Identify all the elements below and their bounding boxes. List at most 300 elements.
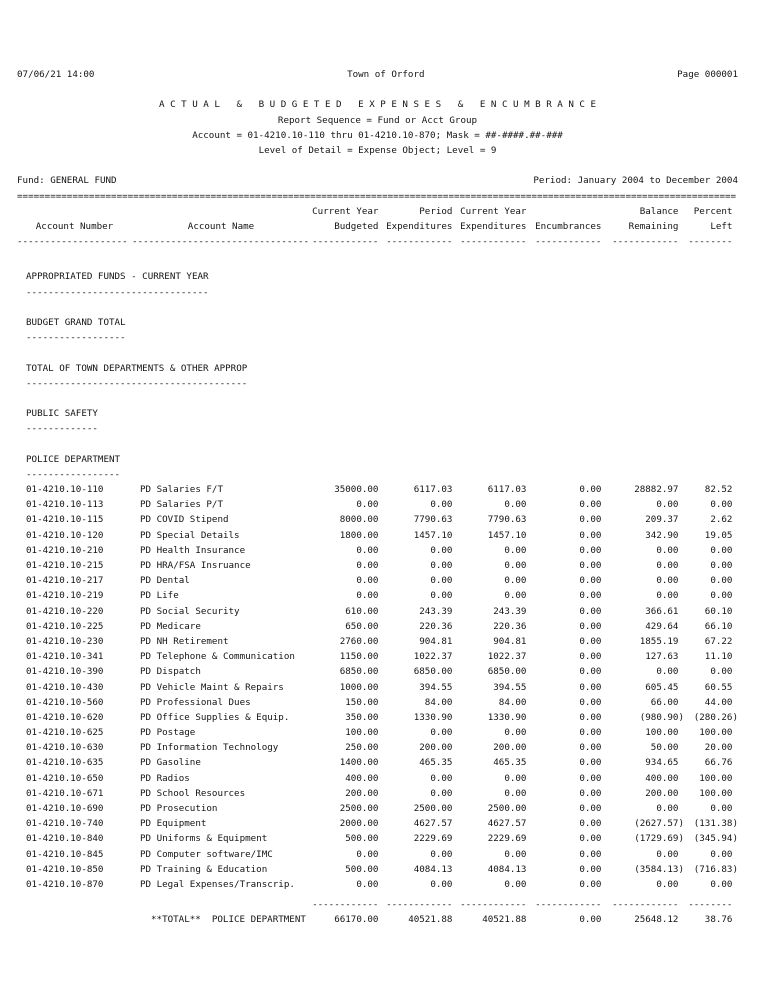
column-underline: ------------ [612,236,684,248]
account-name-cell: PD Information Technology [140,742,279,754]
account-name-cell: PD COVID Stipend [140,514,229,526]
current-year-expenditures-cell: 0.00 [504,575,532,587]
encumbrances-cell: 0.00 [579,590,607,602]
encumbrances-cell: 0.00 [579,560,607,571]
percent-left-cell: 19.05 [704,529,738,541]
budgeted-cell: 35000.00 [334,484,384,496]
current-year-expenditures-cell: 0.00 [504,499,532,511]
period-expenditures-cell: 243.39 [419,605,458,617]
account-number-cell: 01-4210.10-390 [26,666,104,678]
total-period-expenditures-cell: 40521.88 [408,914,458,926]
account-number-cell: 01-4210.10-217 [26,575,104,587]
period-expenditures-cell: 0.00 [430,590,458,602]
account-name-cell: PD Equipment [140,818,207,830]
period-expenditures-cell: 0.00 [430,878,458,890]
account-name-cell: PD Life [140,590,179,602]
balance-remaining-cell: 934.65 [645,757,684,769]
encumbrances-header: Encumbrances [535,220,607,232]
account-number-cell: 01-4210.10-630 [26,742,104,754]
period-expenditures-cell: 394.55 [419,681,458,693]
period-expenditures-cell: 6850.00 [413,666,458,678]
period-expenditures-cell: 0.00 [430,772,458,784]
current-year-expenditures-cell: 2229.69 [487,833,532,845]
current-year-expenditures-cell: 0.00 [504,590,532,602]
account-name-cell: PD Computer software/IMC [140,848,273,860]
percent-left-cell: 20.00 [704,742,738,754]
account-number-cell: 01-4210.10-110 [26,484,104,496]
section-underline-text: ------------- [26,423,98,435]
section-title-text: TOTAL OF TOWN DEPARTMENTS & OTHER APPROP [26,362,248,374]
column-underline: ------------ [535,236,607,248]
table-row [17,862,738,877]
total-separator-dashes: ------------ [386,899,458,911]
period-expenditures-header: Expenditures [386,220,458,232]
balance-remaining-cell: 127.63 [645,651,684,663]
account-name-cell: PD Social Security [140,605,240,617]
period-expenditures-cell: 7790.63 [413,514,458,526]
report-content [17,0,738,928]
current-year-expenditures-cell: 220.36 [493,620,532,632]
current-year-expenditures-cell: 0.00 [504,560,532,571]
current-year-expenditures-cell: 1330.90 [487,711,532,723]
table-row [17,877,738,892]
percent-left-cell: 0.00 [710,848,738,860]
section-title [17,269,738,284]
account-name-cell: PD Professional Dues [140,696,251,708]
budgeted-cell: 0.00 [356,575,384,587]
table-header-line1 [17,204,738,219]
balance-remaining-cell: (3584.13) [634,863,684,875]
current-year-expenditures-cell: 0.00 [504,772,532,784]
encumbrances-cell: 0.00 [579,499,607,511]
period-expenditures-cell: 465.35 [419,757,458,769]
table-row [17,588,738,603]
current-year-expenditures-cell: 84.00 [498,696,532,708]
period-expenditures-cell: 904.81 [419,635,458,647]
section-underline [17,330,738,345]
current-year-expenditures-cell: 465.35 [493,757,532,769]
report-title: A C T U A L & B U D G E T E D E X P E N S E S & E N C U M B R A N C E [159,99,596,111]
percent-left-cell: 0.00 [710,666,738,678]
current-year-expenditures-cell: 0.00 [504,727,532,739]
balance-remaining-cell: 0.00 [656,878,684,890]
total-separator-dashes: ------------ [535,899,607,911]
total-encumbrances-cell: 0.00 [579,914,607,926]
current-year-expenditures-cell: 1457.10 [487,529,532,541]
section-title-text: APPROPRIATED FUNDS - CURRENT YEAR [26,271,209,283]
account-number-cell: 01-4210.10-635 [26,757,104,769]
report-datetime: 07/06/21 14:00 [17,69,95,80]
current-year-expenditures-cell: 6117.03 [487,484,532,496]
total-separator-spacer [17,897,132,912]
current-year-expenditures-header: Current Year [460,205,532,217]
percent-left-cell: 0.00 [710,590,738,602]
period-expenditures-cell: 1022.37 [413,651,458,663]
budgeted-cell: 2500.00 [339,803,384,814]
period-expenditures-cell: 6117.03 [413,484,458,496]
period-expenditures-cell: 0.00 [430,544,458,556]
account-number-cell: 01-4210.10-215 [26,560,104,571]
account-name-underline: -------------------------------- [132,236,310,248]
budgeted-cell: 1400.00 [339,757,384,769]
percent-left-cell: 0.00 [710,544,738,556]
total-account-spacer [17,912,132,927]
period-expenditures-cell: 4084.13 [413,863,458,875]
balance-remaining-cell: 605.45 [645,681,684,693]
encumbrances-cell: 0.00 [579,529,607,541]
current-year-expenditures-cell: 243.39 [493,605,532,617]
current-year-expenditures-cell: 2500.00 [487,803,532,814]
table-row [17,634,738,649]
section-title [17,315,738,330]
balance-remaining-cell: 0.00 [656,803,684,814]
budgeted-cell: 0.00 [356,499,384,511]
encumbrances-cell: 0.00 [579,878,607,890]
encumbrances-cell: 0.00 [579,772,607,784]
budgeted-cell: 1800.00 [339,529,384,541]
table-row [17,604,738,619]
budgeted-cell: 1150.00 [339,651,384,663]
account-number-cell: 01-4210.10-219 [26,590,104,602]
encumbrances-cell: 0.00 [579,544,607,556]
total-separator-dashes: -------- [688,899,738,911]
period-expenditures-cell: 2229.69 [413,833,458,845]
balance-remaining-header: Balance [639,205,684,217]
percent-left-cell: 0.00 [710,878,738,890]
encumbrances-cell: 0.00 [579,833,607,845]
encumbrances-cell: 0.00 [579,666,607,678]
budgeted-header: Current Year [312,205,384,217]
period-expenditures-cell: 200.00 [419,742,458,754]
table-row [17,831,738,846]
balance-remaining-cell: 28882.97 [634,484,684,496]
account-name-cell: PD Radios [140,772,190,784]
table-header-line2 [17,219,738,234]
account-number-cell: 01-4210.10-430 [26,681,104,693]
total-separator-dashes: ------------ [460,899,532,911]
period-expenditures-cell: 1330.90 [413,711,458,723]
current-year-expenditures-cell: 0.00 [504,787,532,799]
account-number-cell: 01-4210.10-850 [26,863,104,875]
table-row [17,680,738,695]
percent-left-cell: 82.52 [704,484,738,496]
current-year-expenditures-cell: 0.00 [504,878,532,890]
encumbrances-cell: 0.00 [579,514,607,526]
section-underline-text: ----------------- [26,468,121,480]
account-name-cell: PD Vehicle Maint & Repairs [140,681,284,693]
percent-left-cell: 100.00 [699,772,738,784]
balance-remaining-cell: 0.00 [656,575,684,587]
current-year-expenditures-cell: 904.81 [493,635,532,647]
fund-label: Fund: GENERAL FUND [17,175,117,187]
account-name-cell: PD Legal Expenses/Transcrip. [140,878,295,890]
period-expenditures-cell: 4627.57 [413,818,458,830]
account-number-cell: 01-4210.10-230 [26,635,104,647]
account-number-header-spacer [17,204,132,219]
balance-remaining-cell: 400.00 [645,772,684,784]
account-number-cell: 01-4210.10-341 [26,651,104,663]
period-expenditures-cell: 0.00 [430,560,458,571]
column-underline: ------------ [386,236,458,248]
percent-left-cell: 11.10 [704,651,738,663]
period-label: Period: January 2004 to December 2004 [533,175,738,187]
spacer [17,158,738,173]
account-number-cell: 01-4210.10-115 [26,514,104,526]
encumbrances-cell: 0.00 [579,787,607,799]
table-row [17,512,738,527]
percent-left-header: Percent [693,205,738,217]
account-number-cell: 01-4210.10-840 [26,833,104,845]
percent-left-cell: 66.10 [704,620,738,632]
report-table [17,204,738,928]
budgeted-cell: 0.00 [356,848,384,860]
table-row [17,816,738,831]
budgeted-cell: 1000.00 [339,681,384,693]
encumbrances-cell: 0.00 [579,848,607,860]
encumbrances-cell: 0.00 [579,696,607,708]
encumbrances-header [532,204,607,219]
table-row [17,725,738,740]
spacer [17,249,738,264]
budgeted-header: Budgeted [334,220,384,232]
column-underline: -------- [688,236,738,248]
section-title [17,361,738,376]
percent-left-header: Left [710,220,738,232]
account-number-underline: -------------------- [17,236,128,248]
balance-remaining-cell: 1855.19 [639,635,684,647]
current-year-expenditures-cell: 0.00 [504,848,532,860]
account-name-cell: PD Gasoline [140,757,201,769]
account-number-cell: 01-4210.10-220 [26,605,104,617]
balance-remaining-cell: 100.00 [645,727,684,739]
current-year-expenditures-cell: 394.55 [493,681,532,693]
budgeted-cell: 6850.00 [339,666,384,678]
period-expenditures-cell: 84.00 [424,696,458,708]
budgeted-cell: 0.00 [356,544,384,556]
encumbrances-cell: 0.00 [579,681,607,693]
report-meta-level: Level of Detail = Expense Object; Level = 9 [258,144,497,156]
balance-remaining-cell: 0.00 [656,544,684,556]
current-year-expenditures-cell: 4084.13 [487,863,532,875]
spacer [17,391,738,406]
percent-left-cell: (131.38) [693,818,738,830]
table-row [17,664,738,679]
section-title-text: BUDGET GRAND TOTAL [26,317,126,328]
percent-left-cell: 0.00 [710,499,738,511]
account-number-cell: 01-4210.10-560 [26,696,104,708]
period-expenditures-header: Period [419,205,458,217]
budgeted-cell: 400.00 [345,772,384,784]
budgeted-cell: 150.00 [345,696,384,708]
current-year-expenditures-cell: 6850.00 [487,666,532,678]
budgeted-cell: 610.00 [345,605,384,617]
budgeted-cell: 250.00 [345,742,384,754]
account-name-cell: PD NH Retirement [140,635,229,647]
balance-remaining-cell: 0.00 [656,666,684,678]
table-row [17,695,738,710]
table-row [17,497,738,512]
section-underline [17,285,738,300]
period-expenditures-cell: 0.00 [430,575,458,587]
total-separator-dashes: ------------ [612,899,684,911]
account-number-cell: 01-4210.10-650 [26,772,104,784]
column-underline: ------------ [460,236,532,248]
account-name-cell: PD Salaries P/T [140,499,223,511]
table-row [17,573,738,588]
percent-left-cell: (345.94) [693,833,738,845]
budgeted-cell: 2000.00 [339,818,384,830]
balance-remaining-cell: (1729.69) [634,833,684,845]
encumbrances-cell: 0.00 [579,575,607,587]
section-underline-text: ---------------------------------------- [26,377,248,389]
current-year-expenditures-cell: 0.00 [504,544,532,556]
period-expenditures-cell: 0.00 [430,787,458,799]
section-underline [17,376,738,391]
percent-left-cell: 44.00 [704,696,738,708]
current-year-expenditures-cell: 7790.63 [487,514,532,526]
total-separator [17,897,738,912]
report-meta-account-mask: Account = 01-4210.10-110 thru 01-4210.10-870; Mask = ##-####.##-### [192,129,563,141]
percent-left-cell: (716.83) [693,863,738,875]
balance-remaining-cell: (2627.57) [634,818,684,830]
account-name-cell: PD School Resources [140,787,246,799]
table-row [17,528,738,543]
budgeted-cell: 200.00 [345,787,384,799]
balance-remaining-cell: 0.00 [656,560,684,571]
table-row [17,847,738,862]
encumbrances-cell: 0.00 [579,863,607,875]
encumbrances-cell: 0.00 [579,727,607,739]
table-total-row [17,912,738,927]
budgeted-cell: 2760.00 [339,635,384,647]
encumbrances-cell: 0.00 [579,635,607,647]
encumbrances-cell: 0.00 [579,742,607,754]
budgeted-cell: 350.00 [345,711,384,723]
balance-remaining-cell: 429.64 [645,620,684,632]
budgeted-cell: 650.00 [345,620,384,632]
table-row [17,801,738,816]
table-row [17,649,738,664]
table-row [17,543,738,558]
balance-remaining-cell: 200.00 [645,787,684,799]
budgeted-cell: 100.00 [345,727,384,739]
account-name-cell: PD Prosecution [140,803,218,814]
account-number-cell: 01-4210.10-845 [26,848,104,860]
account-name-header: Account Name [187,220,255,232]
account-name-cell: PD Medicare [140,620,201,632]
encumbrances-cell: 0.00 [579,757,607,769]
table-row [17,755,738,770]
account-number-cell: 01-4210.10-690 [26,803,104,814]
table-row [17,558,738,573]
encumbrances-cell: 0.00 [579,484,607,496]
percent-left-cell: 100.00 [699,727,738,739]
percent-left-cell: 0.00 [710,803,738,814]
balance-remaining-cell: 0.00 [656,499,684,511]
spacer [17,300,738,315]
period-expenditures-cell: 0.00 [430,499,458,511]
table-row [17,710,738,725]
account-name-cell: PD Uniforms & Equipment [140,833,268,845]
account-number-cell: 01-4210.10-225 [26,620,104,632]
period-expenditures-cell: 2500.00 [413,803,458,814]
account-number-cell: 01-4210.10-671 [26,787,104,799]
period-expenditures-cell: 220.36 [419,620,458,632]
table-row [17,786,738,801]
total-label: **TOTAL** POLICE DEPARTMENT [151,914,306,926]
section-underline-text: ------------------ [26,332,126,344]
percent-left-cell: 67.22 [704,635,738,647]
double-rule: ================================================================================================================================== [17,190,737,202]
account-name-cell: PD HRA/FSA Insruance [140,560,251,571]
period-expenditures-cell: 0.00 [430,727,458,739]
percent-left-cell: 0.00 [710,575,738,587]
account-name-cell: PD Dental [140,575,190,587]
total-budgeted-cell: 66170.00 [334,914,384,926]
percent-left-cell: 0.00 [710,560,738,571]
percent-left-cell: (280.26) [693,711,738,723]
account-name-cell: PD Training & Education [140,863,268,875]
report-town-title: Town of Orford [347,69,425,80]
spacer [17,345,738,360]
current-year-expenditures-cell: 4627.57 [487,818,532,830]
spacer [17,437,738,452]
budgeted-cell: 500.00 [345,833,384,845]
balance-remaining-cell: 50.00 [650,742,684,754]
balance-remaining-cell: 66.00 [650,696,684,708]
total-percent-left-cell: 38.76 [704,914,738,926]
balance-remaining-cell: 366.61 [645,605,684,617]
budgeted-cell: 8000.00 [339,514,384,526]
encumbrances-cell: 0.00 [579,651,607,663]
period-expenditures-cell: 1457.10 [413,529,458,541]
encumbrances-cell: 0.00 [579,803,607,814]
fund-period-line [17,173,738,188]
encumbrances-cell: 0.00 [579,620,607,632]
account-name-header-spacer [132,204,310,219]
section-title [17,406,738,421]
account-name-cell: PD Health Insurance [140,544,246,556]
table-row [17,619,738,634]
report-meta-sequence: Report Sequence = Fund or Acct Group [277,114,478,126]
account-number-cell: 01-4210.10-113 [26,499,104,511]
section-title [17,452,738,467]
budgeted-cell: 0.00 [356,878,384,890]
account-number-cell: 01-4210.10-870 [26,878,104,890]
table-row [17,771,738,786]
balance-remaining-cell: 342.90 [645,529,684,541]
account-number-header: Account Number [35,220,114,232]
balance-remaining-cell: (980.90) [639,711,684,723]
table-row [17,740,738,755]
encumbrances-cell: 0.00 [579,818,607,830]
section-title-text: PUBLIC SAFETY [26,408,98,420]
column-underline: ------------ [312,236,384,248]
section-title-text: POLICE DEPARTMENT [26,453,121,465]
percent-left-cell: 100.00 [699,787,738,799]
account-name-cell: PD Salaries F/T [140,484,223,496]
percent-left-cell: 60.10 [704,605,738,617]
percent-left-cell: 66.76 [704,757,738,769]
account-number-cell: 01-4210.10-620 [26,711,104,723]
account-name-cell: PD Postage [140,727,196,739]
encumbrances-cell: 0.00 [579,605,607,617]
account-number-cell: 01-4210.10-210 [26,544,104,556]
budgeted-cell: 0.00 [356,590,384,602]
current-year-expenditures-cell: 200.00 [493,742,532,754]
page-number: Page 000001 [677,69,738,80]
budgeted-cell: 0.00 [356,560,384,571]
